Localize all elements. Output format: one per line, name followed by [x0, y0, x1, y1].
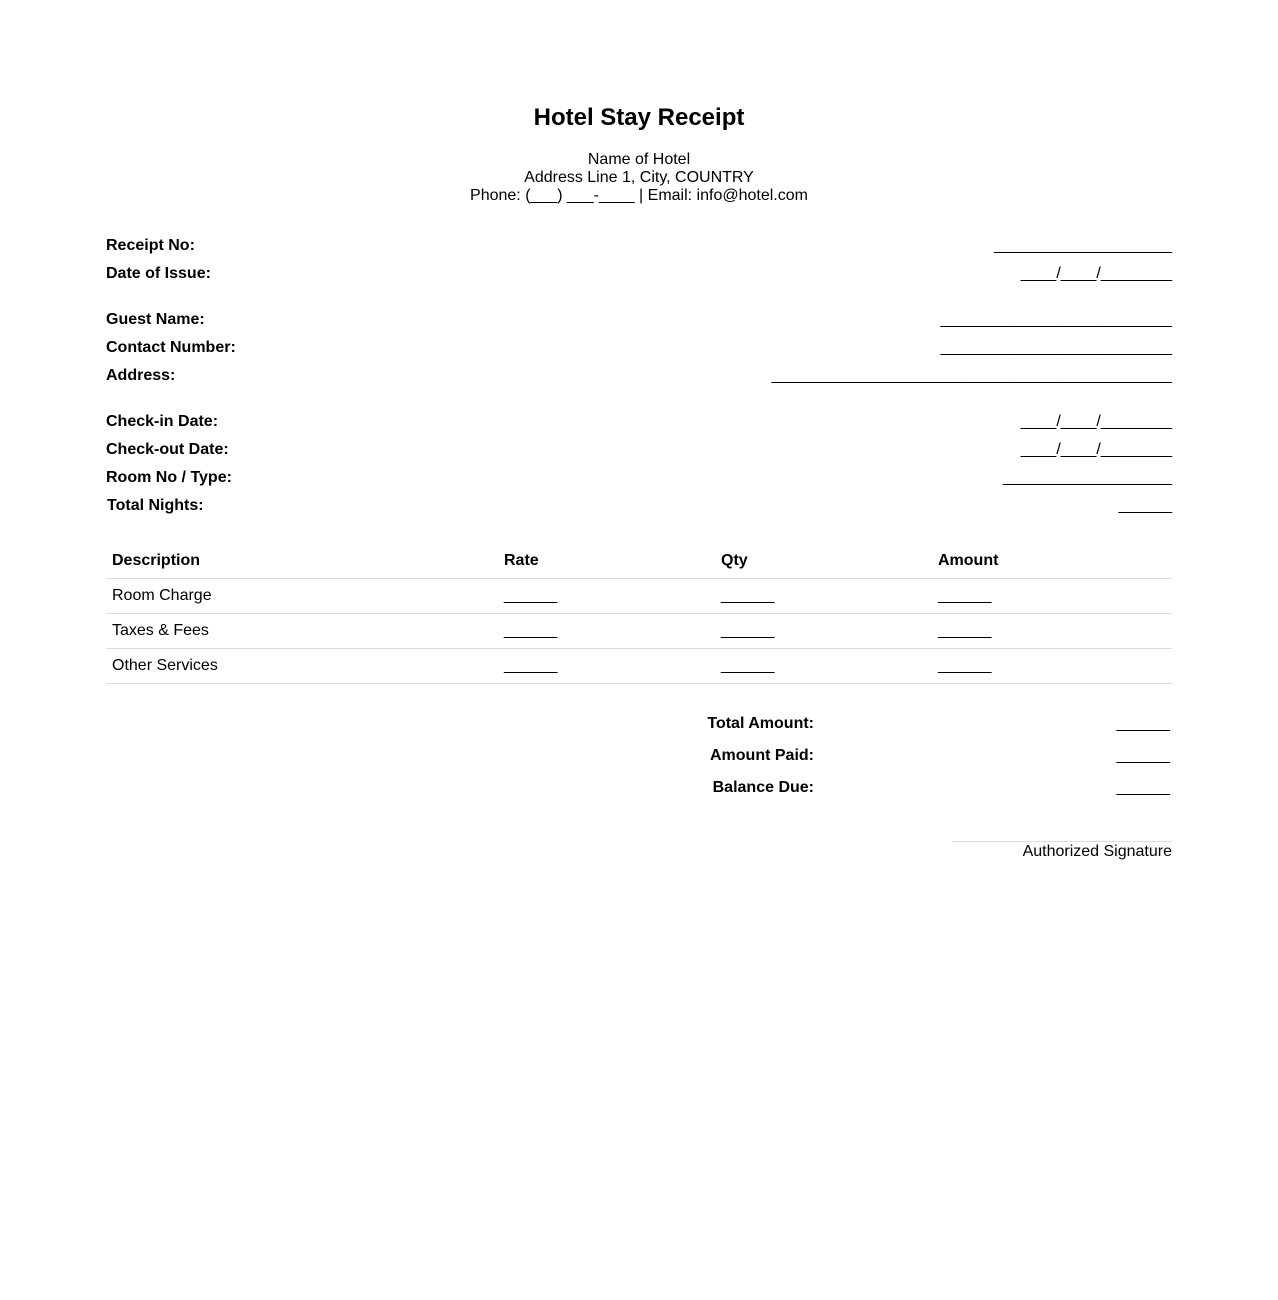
check-out-date-field[interactable]: ____/____/________: [1020, 441, 1172, 458]
header-rate: Rate: [498, 543, 715, 579]
cell-amount[interactable]: ______: [932, 649, 1172, 684]
balance-due-label: Balance Due:: [712, 779, 814, 796]
receipt-no-row: [106, 234, 1172, 258]
table-header-row: [106, 543, 1172, 579]
total-nights-field[interactable]: ______: [1118, 497, 1172, 514]
hotel-address: Address Line 1, City, COUNTRY: [524, 169, 754, 186]
balance-due-field[interactable]: ______: [1116, 779, 1170, 796]
hotel-contact: Phone: (___) ___-____ | Email: info@hotel.com: [470, 187, 808, 204]
receipt-no-field[interactable]: ____________________: [994, 237, 1172, 254]
guest-name-field[interactable]: __________________________: [940, 311, 1172, 328]
cell-rate[interactable]: ______: [498, 579, 715, 614]
cell-rate[interactable]: ______: [498, 649, 715, 684]
cell-amount[interactable]: ______: [932, 614, 1172, 649]
table-row: [106, 649, 1172, 684]
check-in-date-row: [106, 410, 1172, 434]
cell-amount[interactable]: ______: [932, 579, 1172, 614]
total-nights-label: Total Nights:: [107, 497, 204, 514]
room-type-row: [106, 466, 1172, 490]
receipt-no-label: Receipt No:: [106, 237, 195, 254]
authorized-signature: Authorized Signature: [952, 841, 1172, 862]
cell-rate[interactable]: ______: [498, 614, 715, 649]
header-amount: Amount: [932, 543, 1172, 579]
cell-description: Other Services: [106, 649, 498, 684]
guest-name-row: [106, 308, 1172, 332]
check-in-date-field[interactable]: ____/____/________: [1020, 413, 1172, 430]
address-field[interactable]: _____________________________________________: [771, 367, 1172, 384]
check-out-date-row: [106, 438, 1172, 462]
cell-description: Room Charge: [106, 579, 498, 614]
amount-paid-row: [666, 744, 1172, 768]
header-qty: Qty: [715, 543, 932, 579]
table-row: [106, 614, 1172, 649]
cell-qty[interactable]: ______: [715, 649, 932, 684]
hotel-name: Name of Hotel: [587, 151, 691, 168]
date-of-issue-label: Date of Issue:: [106, 265, 211, 282]
cell-qty[interactable]: ______: [715, 579, 932, 614]
check-out-date-label: Check-out Date:: [106, 441, 229, 458]
address-row: [106, 364, 1172, 388]
address-label: Address:: [106, 367, 176, 384]
cell-description: Taxes & Fees: [106, 614, 498, 649]
total-amount-field[interactable]: ______: [1116, 715, 1170, 732]
charges-table: [106, 543, 1172, 684]
room-type-field[interactable]: ___________________: [1002, 469, 1172, 486]
date-of-issue-field[interactable]: ____/____/________: [1020, 265, 1172, 282]
page-title: Hotel Stay Receipt: [533, 104, 745, 131]
contact-number-label: Contact Number:: [106, 339, 236, 356]
amount-paid-field[interactable]: ______: [1116, 747, 1170, 764]
total-nights-row: [106, 494, 1172, 518]
balance-due-row: [666, 776, 1172, 800]
amount-paid-label: Amount Paid:: [710, 747, 814, 764]
cell-qty[interactable]: ______: [715, 614, 932, 649]
total-amount-label: Total Amount:: [707, 715, 814, 732]
hotel-info: [106, 151, 1172, 205]
contact-number-field[interactable]: __________________________: [940, 339, 1172, 356]
room-type-label: Room No / Type:: [106, 469, 232, 486]
check-in-date-label: Check-in Date:: [106, 413, 219, 430]
header-description: Description: [106, 543, 498, 579]
table-row: [106, 579, 1172, 614]
date-of-issue-row: [106, 262, 1172, 286]
guest-name-label: Guest Name:: [106, 311, 205, 328]
contact-number-row: [106, 336, 1172, 360]
total-amount-row: [666, 712, 1172, 736]
